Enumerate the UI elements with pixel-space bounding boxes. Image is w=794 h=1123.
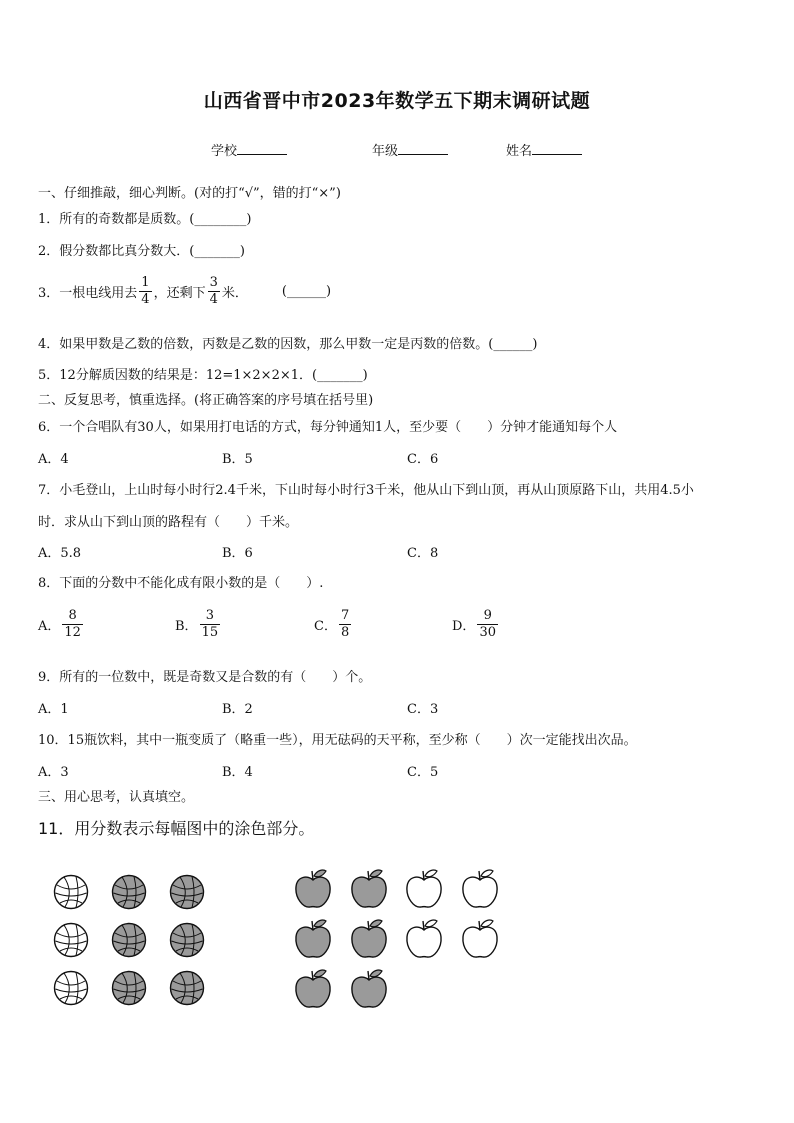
shaded-apple	[292, 867, 334, 911]
section-1-heading: 一、仔细推敲，细心判断。(对的打“√”，错的打“×”)	[38, 186, 341, 201]
shaded-apple	[292, 967, 334, 1011]
school-label: 学校	[211, 144, 238, 159]
section-3-heading: 三、用心思考，认真填空。	[38, 790, 195, 805]
school-field	[211, 140, 287, 159]
question-1: 1．所有的奇数都是质数。(________)	[38, 212, 252, 227]
shaded-basketball	[110, 921, 148, 959]
q6-option-b[interactable]: B．5	[222, 452, 253, 467]
fraction-numerator: 3	[205, 608, 214, 623]
option-fraction	[477, 608, 498, 641]
option-fraction	[62, 608, 83, 641]
q3-fraction-2	[208, 275, 220, 308]
fraction-numerator: 8	[68, 608, 77, 623]
fraction-numerator: 1	[141, 275, 150, 290]
question-9: 9．所有的一位数中，既是奇数又是合数的有（ ）个。	[38, 670, 372, 685]
q10-option-c[interactable]: C．5	[407, 765, 439, 780]
unshaded-basketball	[52, 873, 90, 911]
shaded-basketball	[168, 921, 206, 959]
shaded-apple	[348, 917, 390, 961]
q6-option-c[interactable]: C．6	[407, 452, 439, 467]
shaded-basketball	[110, 873, 148, 911]
q8-option-b[interactable]	[175, 608, 222, 641]
fraction-denominator: 4	[141, 292, 150, 307]
fraction-denominator: 15	[201, 625, 219, 640]
q3-fraction-1	[139, 275, 151, 308]
question-6: 6．一个合唱队有30人，如果用打电话的方式，每分钟通知1人，至少要（ ）分钟才能通知每个人	[38, 420, 618, 435]
grade-field	[372, 140, 448, 159]
question-7-line-1: 7．小毛登山，上山时每小时行2.4千米，下山时每小时行3千米，他从山下到山顶，再从山顶原路下山，共用4.5小	[38, 483, 694, 498]
question-7-line-2: 时．求从山下到山顶的路程有（ ）千米。	[38, 515, 299, 530]
q3-pre: 3．一根电线用去	[38, 286, 138, 301]
q7-option-c[interactable]: C．8	[407, 546, 439, 561]
shaded-basketball	[168, 873, 206, 911]
q3-answer-paren: (______)	[281, 284, 332, 299]
fraction-denominator: 8	[340, 625, 350, 640]
name-field	[506, 140, 582, 159]
shaded-basketball	[110, 969, 148, 1007]
q7-option-b[interactable]: B．6	[222, 546, 253, 561]
question-4: 4．如果甲数是乙数的倍数，丙数是乙数的因数，那么甲数一定是丙数的倍数。(______)	[38, 337, 538, 352]
unshaded-apple	[459, 917, 501, 961]
question-10: 10．15瓶饮料，其中一瓶变质了（略重一些），用无砝码的天平称，至少称（ ）次一定能找出次品。	[38, 733, 637, 748]
question-5: 5．12分解质因数的结果是：12=1×2×2×1．(_______)	[38, 368, 368, 383]
q8-option-a[interactable]	[38, 608, 85, 641]
unshaded-apple	[459, 867, 501, 911]
shaded-apple	[348, 867, 390, 911]
q9-option-c[interactable]: C．3	[407, 702, 439, 717]
page-title: 山西省晋中市2023年数学五下期末调研试题	[203, 90, 591, 112]
q6-option-a[interactable]: A．4	[38, 452, 69, 467]
q10-option-b[interactable]: B．4	[222, 765, 253, 780]
fraction-numerator: 3	[209, 275, 218, 290]
fraction-denominator: 30	[479, 625, 496, 640]
q8-option-c[interactable]	[314, 608, 353, 641]
question-2: 2．假分数都比真分数大．(_______)	[38, 244, 245, 259]
option-label: A．	[38, 619, 61, 634]
name-label: 姓名	[506, 144, 533, 159]
q9-option-a[interactable]: A．1	[38, 702, 69, 717]
fraction-numerator: 9	[483, 608, 492, 623]
q10-option-a[interactable]: A．3	[38, 765, 69, 780]
fraction-denominator: 12	[64, 625, 81, 640]
q7-option-a[interactable]: A．5.8	[38, 546, 82, 561]
option-label: B．	[175, 619, 198, 634]
fraction-numerator: 7	[340, 608, 350, 623]
grade-blank[interactable]	[398, 142, 448, 155]
shaded-basketball	[168, 969, 206, 1007]
q8-option-d[interactable]	[452, 608, 500, 641]
q3-post: 米．	[221, 286, 248, 301]
question-8: 8．下面的分数中不能化成有限小数的是（ ）.	[38, 576, 324, 591]
unshaded-apple	[403, 917, 445, 961]
question-3	[38, 275, 331, 308]
unshaded-basketball	[52, 969, 90, 1007]
unshaded-basketball	[52, 921, 90, 959]
section-2-heading: 二、反复思考，慎重选择。(将正确答案的序号填在括号里)	[38, 393, 374, 408]
shaded-apple	[348, 967, 390, 1011]
option-fraction	[339, 608, 351, 641]
question-11: 11．用分数表示每幅图中的涂色部分。	[38, 819, 315, 838]
shaded-apple	[292, 917, 334, 961]
fraction-denominator: 4	[209, 292, 218, 307]
grade-label: 年级	[372, 144, 399, 159]
q3-mid: ，还剩下	[153, 286, 206, 301]
school-blank[interactable]	[237, 142, 287, 155]
option-fraction	[200, 608, 221, 641]
name-blank[interactable]	[532, 142, 582, 155]
option-label: C．	[314, 619, 337, 634]
unshaded-apple	[403, 867, 445, 911]
q9-option-b[interactable]: B．2	[222, 702, 253, 717]
option-label: D．	[452, 619, 476, 634]
